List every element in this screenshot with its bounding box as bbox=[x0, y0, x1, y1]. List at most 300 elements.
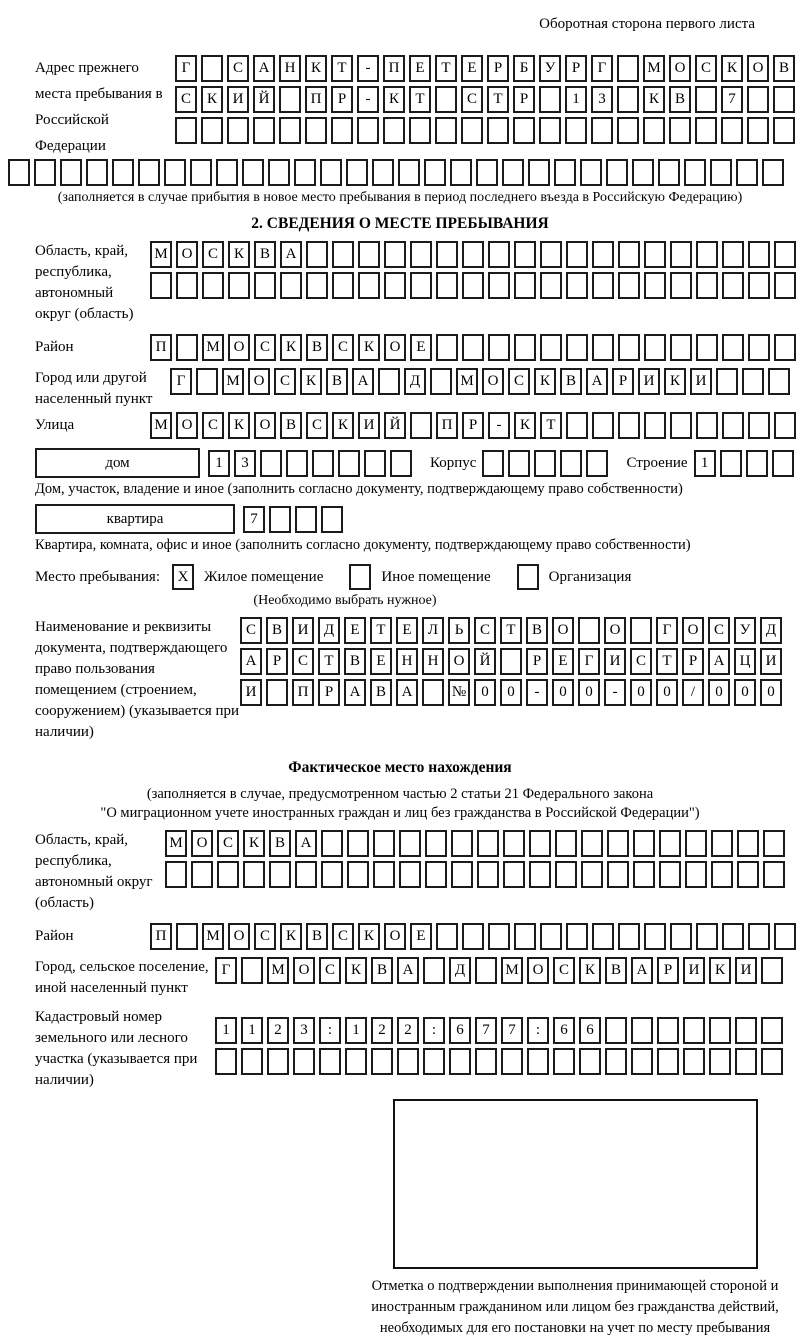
char-cell bbox=[293, 1048, 315, 1075]
char-cell bbox=[565, 117, 587, 144]
char-cell bbox=[216, 159, 238, 186]
char-cell bbox=[709, 1048, 731, 1075]
char-cell: М bbox=[202, 334, 224, 361]
char-cell bbox=[319, 1048, 341, 1075]
char-cell: И bbox=[292, 617, 314, 644]
char-cell: В bbox=[344, 648, 366, 675]
prev-address-row1 bbox=[175, 55, 799, 82]
char-cell: О bbox=[254, 412, 276, 439]
char-cell bbox=[305, 117, 327, 144]
char-cell bbox=[746, 450, 768, 477]
char-cell: Д bbox=[760, 617, 782, 644]
char-cell bbox=[618, 412, 640, 439]
char-cell bbox=[286, 450, 308, 477]
char-cell bbox=[476, 159, 498, 186]
char-cell: А bbox=[397, 957, 419, 984]
char-cell: И bbox=[690, 368, 712, 395]
char-cell bbox=[253, 117, 275, 144]
char-cell bbox=[566, 923, 588, 950]
char-cell: М bbox=[150, 241, 172, 268]
char-cell: К bbox=[228, 412, 250, 439]
fact-oblast-row1 bbox=[165, 830, 789, 857]
char-cell bbox=[772, 450, 794, 477]
opt-inoe-label: Иное помещение bbox=[381, 568, 491, 585]
char-cell bbox=[295, 861, 317, 888]
char-cell bbox=[461, 117, 483, 144]
char-cell bbox=[579, 1048, 601, 1075]
char-cell bbox=[384, 272, 406, 299]
char-cell bbox=[513, 117, 535, 144]
char-cell: А bbox=[631, 957, 653, 984]
char-cell bbox=[774, 272, 796, 299]
doc-row3 bbox=[240, 679, 786, 706]
char-cell bbox=[737, 830, 759, 857]
char-cell bbox=[60, 159, 82, 186]
char-cell bbox=[398, 159, 420, 186]
char-cell bbox=[346, 159, 368, 186]
stamp-box bbox=[393, 1099, 758, 1269]
char-cell bbox=[294, 159, 316, 186]
prev-address-row2 bbox=[175, 86, 799, 113]
char-cell: М bbox=[150, 412, 172, 439]
char-cell bbox=[644, 272, 666, 299]
char-cell bbox=[176, 923, 198, 950]
char-cell bbox=[462, 241, 484, 268]
fact-raion-field bbox=[35, 923, 800, 954]
char-cell bbox=[539, 117, 561, 144]
char-cell: Т bbox=[370, 617, 392, 644]
char-cell bbox=[774, 412, 796, 439]
char-cell: - bbox=[526, 679, 548, 706]
char-cell bbox=[202, 272, 224, 299]
char-cell bbox=[763, 861, 785, 888]
char-cell bbox=[539, 86, 561, 113]
checkbox-inoe bbox=[349, 564, 371, 590]
char-cell: В bbox=[266, 617, 288, 644]
char-cell: 0 bbox=[656, 679, 678, 706]
char-cell bbox=[683, 1048, 705, 1075]
stroenie-cells bbox=[694, 450, 798, 477]
char-cell bbox=[683, 1017, 705, 1044]
char-cell bbox=[266, 679, 288, 706]
char-cell: К bbox=[228, 241, 250, 268]
char-cell: - bbox=[488, 412, 510, 439]
char-cell: К bbox=[358, 923, 380, 950]
char-cell: О bbox=[747, 55, 769, 82]
char-cell bbox=[643, 117, 665, 144]
prev-address-row3 bbox=[175, 117, 799, 144]
char-cell bbox=[450, 159, 472, 186]
char-cell bbox=[514, 334, 536, 361]
char-cell: А bbox=[295, 830, 317, 857]
char-cell: О bbox=[228, 923, 250, 950]
raion-label: Район bbox=[35, 339, 74, 355]
char-cell bbox=[618, 923, 640, 950]
ulitsa-row bbox=[150, 412, 800, 439]
char-cell bbox=[592, 923, 614, 950]
char-cell bbox=[742, 368, 764, 395]
char-cell bbox=[500, 648, 522, 675]
char-cell bbox=[86, 159, 108, 186]
char-cell bbox=[763, 830, 785, 857]
char-cell: О bbox=[191, 830, 213, 857]
stroenie-label: Строение bbox=[626, 454, 688, 471]
char-cell bbox=[670, 272, 692, 299]
char-cell: С bbox=[708, 617, 730, 644]
char-cell: Ь bbox=[448, 617, 470, 644]
char-cell bbox=[630, 617, 652, 644]
char-cell: П bbox=[292, 679, 314, 706]
char-cell bbox=[332, 272, 354, 299]
char-cell: С bbox=[227, 55, 249, 82]
dom-cells bbox=[208, 450, 416, 477]
char-cell bbox=[383, 117, 405, 144]
char-cell: К bbox=[300, 368, 322, 395]
char-cell: - bbox=[357, 86, 379, 113]
char-cell: И bbox=[760, 648, 782, 675]
char-cell bbox=[384, 241, 406, 268]
char-cell: К bbox=[345, 957, 367, 984]
char-cell: О bbox=[384, 334, 406, 361]
char-cell bbox=[514, 272, 536, 299]
char-cell: 7 bbox=[243, 506, 265, 533]
char-cell: Д bbox=[318, 617, 340, 644]
kadastr-row2 bbox=[215, 1048, 787, 1075]
char-cell: К bbox=[514, 412, 536, 439]
char-cell: А bbox=[280, 241, 302, 268]
char-cell bbox=[514, 241, 536, 268]
oblast-cells bbox=[150, 241, 800, 325]
char-cell bbox=[243, 861, 265, 888]
char-cell: С bbox=[474, 617, 496, 644]
char-cell: Н bbox=[396, 648, 418, 675]
char-cell bbox=[720, 450, 742, 477]
char-cell bbox=[358, 272, 380, 299]
char-cell bbox=[659, 861, 681, 888]
fact-note2: "О миграционном учете иностранных граждан и лиц без гражданства в Российской Федерации") bbox=[100, 805, 700, 821]
prev-address-row4 bbox=[8, 159, 800, 186]
char-cell: Й bbox=[253, 86, 275, 113]
mesto-note: (Необходимо выбрать нужное) bbox=[253, 593, 437, 608]
char-cell: О bbox=[448, 648, 470, 675]
char-cell bbox=[373, 830, 395, 857]
char-cell: К bbox=[243, 830, 265, 857]
char-cell: В bbox=[269, 830, 291, 857]
char-cell bbox=[555, 861, 577, 888]
char-cell: В bbox=[605, 957, 627, 984]
char-cell bbox=[696, 334, 718, 361]
char-cell: А bbox=[586, 368, 608, 395]
char-cell bbox=[190, 159, 212, 186]
char-cell bbox=[747, 86, 769, 113]
char-cell bbox=[592, 272, 614, 299]
char-cell: П bbox=[436, 412, 458, 439]
kvartira-row bbox=[35, 504, 800, 534]
char-cell bbox=[566, 272, 588, 299]
char-cell bbox=[254, 272, 276, 299]
char-cell bbox=[321, 830, 343, 857]
char-cell bbox=[761, 1048, 783, 1075]
char-cell bbox=[501, 1048, 523, 1075]
char-cell: Т bbox=[318, 648, 340, 675]
char-cell bbox=[670, 412, 692, 439]
char-cell bbox=[423, 1048, 445, 1075]
char-cell: Т bbox=[656, 648, 678, 675]
char-cell bbox=[631, 1017, 653, 1044]
char-cell bbox=[722, 412, 744, 439]
char-cell: Е bbox=[370, 648, 392, 675]
char-cell bbox=[658, 159, 680, 186]
char-cell bbox=[488, 923, 510, 950]
char-cell: 0 bbox=[578, 679, 600, 706]
char-cell bbox=[684, 159, 706, 186]
char-cell bbox=[644, 412, 666, 439]
char-cell: М bbox=[267, 957, 289, 984]
char-cell: В bbox=[280, 412, 302, 439]
char-cell bbox=[696, 923, 718, 950]
gorod-row bbox=[170, 368, 794, 395]
mesto-row bbox=[35, 564, 800, 590]
char-cell bbox=[670, 334, 692, 361]
dom-caption: Дом, участок, владение и иное (заполнить согласно документу, подтверждающему право собственности) bbox=[35, 481, 683, 497]
char-cell bbox=[371, 1048, 393, 1075]
prev-address-label: Адрес прежнего места пребывания в Российской Федерации bbox=[35, 60, 163, 154]
char-cell bbox=[748, 334, 770, 361]
char-cell: Н bbox=[422, 648, 444, 675]
char-cell bbox=[279, 86, 301, 113]
char-cell bbox=[722, 272, 744, 299]
char-cell bbox=[768, 368, 790, 395]
char-cell: 2 bbox=[267, 1017, 289, 1044]
char-cell bbox=[554, 159, 576, 186]
prev-address-cells bbox=[175, 55, 799, 159]
char-cell bbox=[503, 861, 525, 888]
char-cell bbox=[435, 117, 457, 144]
oblast-label: Область, край, республика, автономный округ (область) bbox=[35, 243, 134, 322]
fact-title: Фактическое место нахождения bbox=[288, 759, 512, 776]
char-cell bbox=[617, 86, 639, 113]
char-cell bbox=[269, 861, 291, 888]
char-cell: Т bbox=[435, 55, 457, 82]
korpus-cells bbox=[482, 450, 612, 477]
char-cell bbox=[737, 861, 759, 888]
char-cell: 0 bbox=[708, 679, 730, 706]
char-cell: С bbox=[508, 368, 530, 395]
char-cell bbox=[175, 117, 197, 144]
char-cell bbox=[527, 1048, 549, 1075]
char-cell bbox=[607, 861, 629, 888]
char-cell bbox=[761, 1017, 783, 1044]
char-cell bbox=[710, 159, 732, 186]
char-cell bbox=[605, 1048, 627, 1075]
char-cell: О bbox=[248, 368, 270, 395]
char-cell: В bbox=[306, 923, 328, 950]
doc-cells bbox=[240, 617, 786, 743]
char-cell bbox=[306, 272, 328, 299]
char-cell bbox=[477, 861, 499, 888]
char-cell bbox=[503, 830, 525, 857]
char-cell bbox=[260, 450, 282, 477]
char-cell: Г bbox=[578, 648, 600, 675]
char-cell: 1 bbox=[694, 450, 716, 477]
char-cell: 0 bbox=[734, 679, 756, 706]
char-cell: В bbox=[326, 368, 348, 395]
char-cell bbox=[722, 241, 744, 268]
char-cell bbox=[423, 957, 445, 984]
char-cell: О bbox=[527, 957, 549, 984]
char-cell bbox=[320, 159, 342, 186]
char-cell: / bbox=[682, 679, 704, 706]
char-cell: Е bbox=[409, 55, 431, 82]
char-cell bbox=[696, 412, 718, 439]
char-cell bbox=[773, 86, 795, 113]
char-cell bbox=[268, 159, 290, 186]
checkbox-zhiloe: X bbox=[172, 564, 194, 590]
char-cell: : bbox=[423, 1017, 445, 1044]
char-cell: Е bbox=[344, 617, 366, 644]
char-cell: А bbox=[344, 679, 366, 706]
mesto-label: Место пребывания: bbox=[35, 568, 160, 585]
fact-raion-row bbox=[150, 923, 800, 950]
char-cell: 1 bbox=[208, 450, 230, 477]
char-cell: С bbox=[319, 957, 341, 984]
char-cell bbox=[451, 861, 473, 888]
kadastr-field bbox=[35, 1007, 800, 1091]
char-cell bbox=[451, 830, 473, 857]
char-cell bbox=[685, 830, 707, 857]
char-cell bbox=[508, 450, 530, 477]
char-cell: И bbox=[604, 648, 626, 675]
char-cell bbox=[736, 159, 758, 186]
char-cell bbox=[390, 450, 412, 477]
char-cell bbox=[722, 923, 744, 950]
opt-organizatsiya-label: Организация bbox=[548, 568, 632, 585]
form-page bbox=[0, 16, 800, 1336]
char-cell bbox=[488, 272, 510, 299]
char-cell bbox=[534, 450, 556, 477]
char-cell: К bbox=[201, 86, 223, 113]
char-cell: К bbox=[305, 55, 327, 82]
char-cell: С bbox=[217, 830, 239, 857]
char-cell: С bbox=[332, 334, 354, 361]
char-cell bbox=[502, 159, 524, 186]
char-cell bbox=[578, 617, 600, 644]
char-cell bbox=[592, 241, 614, 268]
char-cell: Р bbox=[266, 648, 288, 675]
char-cell bbox=[488, 241, 510, 268]
char-cell bbox=[475, 1048, 497, 1075]
char-cell: И bbox=[735, 957, 757, 984]
char-cell bbox=[397, 1048, 419, 1075]
char-cell bbox=[435, 86, 457, 113]
fact-oblast-row2 bbox=[165, 861, 789, 888]
char-cell bbox=[410, 272, 432, 299]
char-cell bbox=[176, 272, 198, 299]
fact-gorod-label: Город, сельское поселение, иной населенный пункт bbox=[35, 959, 209, 996]
char-cell: С bbox=[695, 55, 717, 82]
char-cell: С bbox=[306, 412, 328, 439]
char-cell: Р bbox=[657, 957, 679, 984]
char-cell: Р bbox=[318, 679, 340, 706]
char-cell: 3 bbox=[591, 86, 613, 113]
char-cell: Е bbox=[410, 923, 432, 950]
char-cell bbox=[553, 1048, 575, 1075]
char-cell bbox=[422, 679, 444, 706]
char-cell bbox=[357, 117, 379, 144]
char-cell bbox=[540, 272, 562, 299]
checkbox-organizatsiya bbox=[517, 564, 539, 590]
char-cell bbox=[196, 368, 218, 395]
char-cell: С bbox=[240, 617, 262, 644]
char-cell: 7 bbox=[721, 86, 743, 113]
char-cell bbox=[528, 159, 550, 186]
char-cell bbox=[716, 368, 738, 395]
char-cell bbox=[617, 117, 639, 144]
char-cell bbox=[514, 923, 536, 950]
char-cell bbox=[425, 861, 447, 888]
char-cell bbox=[657, 1017, 679, 1044]
char-cell bbox=[462, 272, 484, 299]
char-cell bbox=[462, 923, 484, 950]
char-cell bbox=[709, 1017, 731, 1044]
char-cell bbox=[657, 1048, 679, 1075]
char-cell: Р bbox=[487, 55, 509, 82]
char-cell bbox=[618, 241, 640, 268]
char-cell: К bbox=[709, 957, 731, 984]
char-cell bbox=[644, 923, 666, 950]
char-cell: У bbox=[539, 55, 561, 82]
char-cell: 1 bbox=[241, 1017, 263, 1044]
char-cell bbox=[540, 334, 562, 361]
char-cell: 0 bbox=[474, 679, 496, 706]
char-cell: Т bbox=[331, 55, 353, 82]
char-cell bbox=[540, 241, 562, 268]
kvartira-cells bbox=[243, 506, 347, 533]
char-cell: В bbox=[669, 86, 691, 113]
ulitsa-label: Улица bbox=[35, 417, 75, 433]
char-cell bbox=[449, 1048, 471, 1075]
char-cell: 1 bbox=[215, 1017, 237, 1044]
char-cell bbox=[372, 159, 394, 186]
char-cell bbox=[164, 159, 186, 186]
char-cell bbox=[659, 830, 681, 857]
char-cell: А bbox=[396, 679, 418, 706]
char-cell bbox=[176, 334, 198, 361]
fact-gorod-field bbox=[35, 957, 800, 999]
char-cell bbox=[774, 923, 796, 950]
section2-title: 2. СВЕДЕНИЯ О МЕСТЕ ПРЕБЫВАНИЯ bbox=[251, 215, 549, 232]
char-cell bbox=[631, 1048, 653, 1075]
korpus-label: Корпус bbox=[430, 454, 477, 471]
char-cell: Г bbox=[591, 55, 613, 82]
char-cell bbox=[632, 159, 654, 186]
doc-label: Наименование и реквизиты документа, подтверждающего право пользования помещением (строением, сооружением) (указывается при наличии) bbox=[35, 619, 240, 740]
char-cell: К bbox=[358, 334, 380, 361]
char-cell: О bbox=[176, 241, 198, 268]
char-cell bbox=[774, 334, 796, 361]
char-cell bbox=[430, 368, 452, 395]
char-cell: О bbox=[384, 923, 406, 950]
char-cell: Т bbox=[500, 617, 522, 644]
char-cell bbox=[436, 241, 458, 268]
char-cell bbox=[488, 334, 510, 361]
char-cell: Р bbox=[331, 86, 353, 113]
char-cell: 7 bbox=[475, 1017, 497, 1044]
char-cell: С bbox=[630, 648, 652, 675]
char-cell: М bbox=[643, 55, 665, 82]
char-cell bbox=[410, 241, 432, 268]
char-cell bbox=[721, 117, 743, 144]
